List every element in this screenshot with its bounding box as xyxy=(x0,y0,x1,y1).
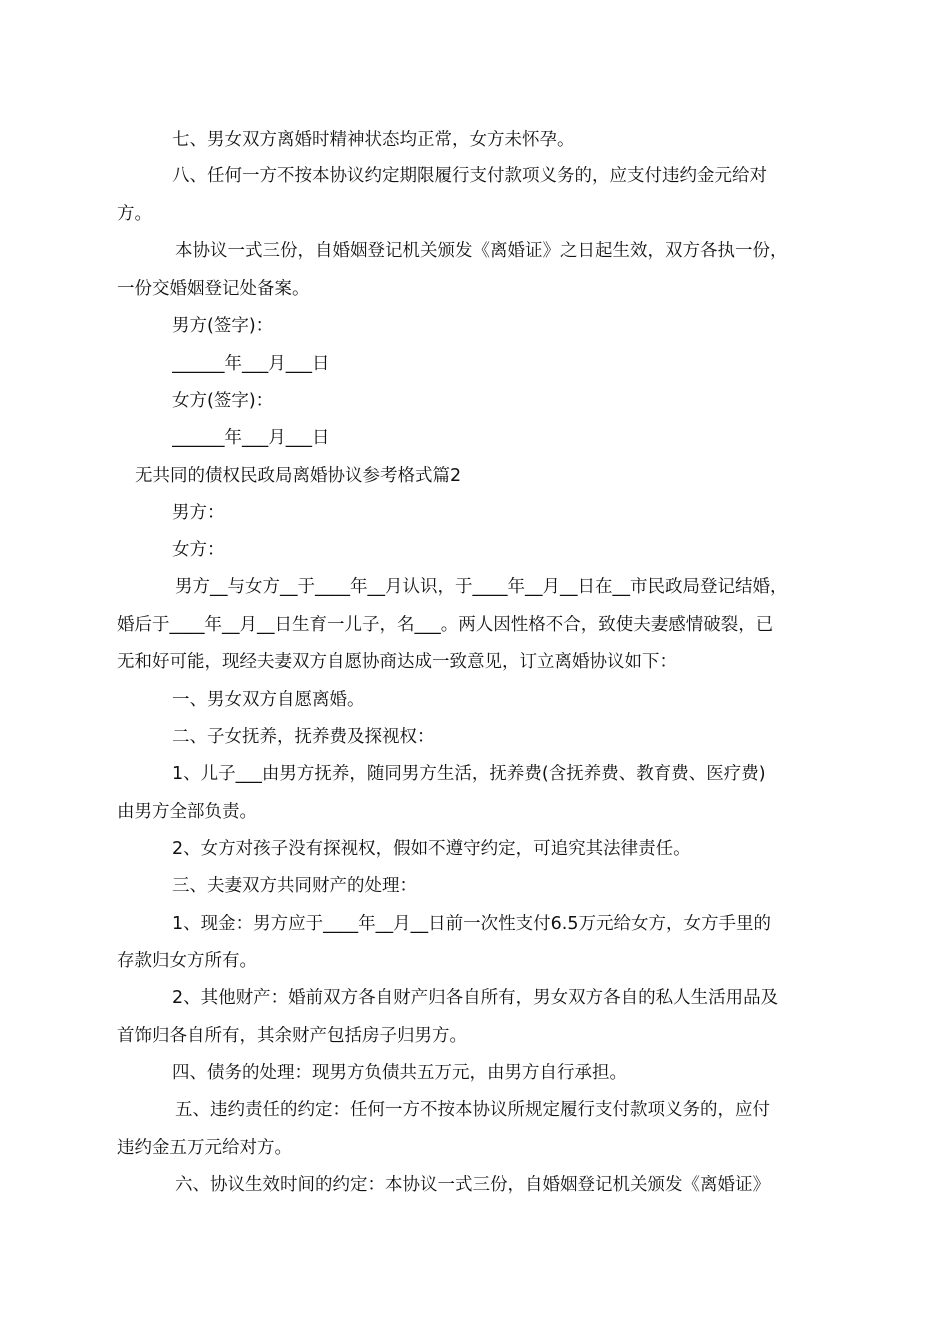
clause-1: 一、男女双方自愿离婚。 xyxy=(172,690,365,710)
clause-5-line-2: 违约金五万元给对方。 xyxy=(117,1138,292,1158)
clause-3-1-line-2: 存款归女方所有。 xyxy=(117,951,257,971)
section-heading: 无共同的债权民政局离婚协议参考格式篇2 xyxy=(135,466,462,486)
clause-2: 二、子女抚养，抚养费及探视权： xyxy=(172,727,435,747)
clause-3-1-line-1: 1、现金：男方应于____年__月__日前一次性支付6.5万元给女方，女方手里的 xyxy=(172,914,771,934)
clause-2-2: 2、女方对孩子没有探视权，假如不遵守约定，可追究其法律责任。 xyxy=(172,839,691,859)
clause-8-line-1: 八、任何一方不按本协议约定期限履行支付款项义务的，应支付违约金元给对 xyxy=(172,166,767,186)
clause-8-line-2: 方。 xyxy=(117,204,152,224)
clause-5-line-1: 五、违约责任的约定：任何一方不按本协议所规定履行支付款项义务的，应付 xyxy=(175,1100,770,1120)
clause-6-line-1: 六、协议生效时间的约定：本协议一式三份，自婚姻登记机关颁发《离婚证》 xyxy=(175,1175,770,1195)
clause-3-2-line-2: 首饰归各自所有，其余财产包括房子归男方。 xyxy=(117,1026,467,1046)
male-signature-label: 男方(签字)： xyxy=(172,316,274,336)
female-signature-date: ______年___月___日 xyxy=(172,428,330,448)
male-signature-date: ______年___月___日 xyxy=(172,354,330,374)
clause-2-1-line-1: 1、儿子___由男方抚养，随同男方生活，抚养费(含抚养费、教育费、医疗费) xyxy=(172,764,766,784)
female-party-label: 女方： xyxy=(172,540,225,560)
intro-line-1: 男方__与女方__于____年__月认识，于____年__月__日在__市民政局登记结婚， xyxy=(175,577,788,597)
clause-3: 三、夫妻双方共同财产的处理： xyxy=(172,876,417,896)
clause-2-1-line-2: 由男方全部负责。 xyxy=(117,802,257,822)
intro-line-2: 婚后于____年__月__日生育一儿子，名___。两人因性格不合，致使夫妻感情破裂，已 xyxy=(117,615,774,635)
clause-7: 七、男女双方离婚时精神状态均正常，女方未怀孕。 xyxy=(172,130,575,150)
intro-line-3: 无和好可能，现经夫妻双方自愿协商达成一致意见，订立离婚协议如下： xyxy=(117,652,677,672)
clause-4: 四、债务的处理：现男方负债共五万元，由男方自行承担。 xyxy=(172,1063,627,1083)
validity-line-2: 一份交婚姻登记处备案。 xyxy=(117,279,310,299)
female-signature-label: 女方(签字)： xyxy=(172,391,274,411)
male-party-label: 男方： xyxy=(172,503,225,523)
clause-3-2-line-1: 2、其他财产：婚前双方各自财产归各自所有，男女双方各自的私人生活用品及 xyxy=(172,988,779,1008)
validity-line-1: 本协议一式三份，自婚姻登记机关颁发《离婚证》之日起生效，双方各执一份， xyxy=(175,241,788,261)
